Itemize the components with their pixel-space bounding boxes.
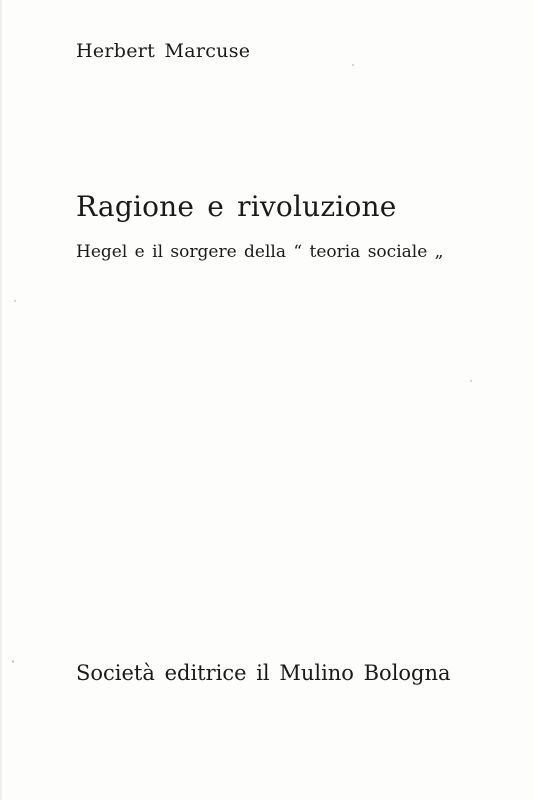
paper-speck [14, 300, 16, 302]
book-title: Ragione e rivoluzione [76, 190, 397, 223]
paper-speck [12, 660, 14, 663]
scan-edge [0, 0, 3, 800]
paper-speck [470, 380, 472, 382]
paper-speck [352, 64, 354, 66]
publisher-line: Società editrice il Mulino Bologna [76, 661, 451, 685]
book-subtitle: Hegel e il sorgere della “ teoria sociale „ [76, 242, 444, 262]
author-name: Herbert Marcuse [76, 40, 251, 62]
